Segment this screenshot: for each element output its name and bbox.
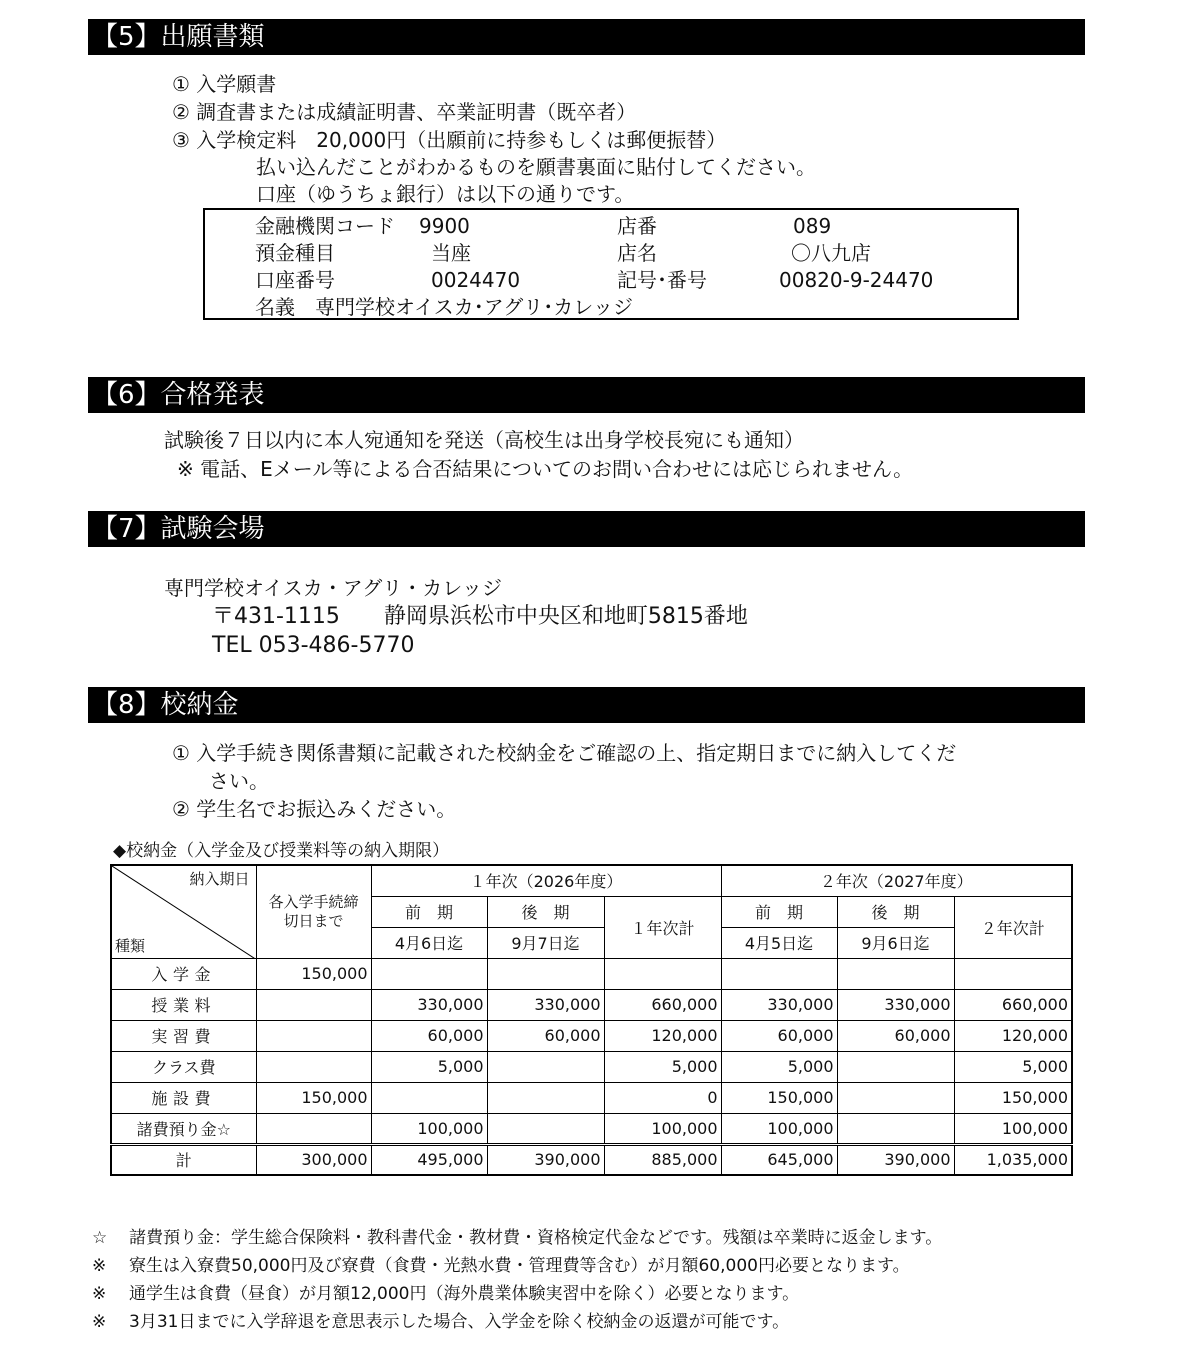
footnote-mark: ☆ xyxy=(92,1228,108,1248)
table-cell xyxy=(837,1082,954,1113)
table-cell: 150,000 xyxy=(954,1082,1072,1113)
year2-header: ２年次（2027年度） xyxy=(721,865,1072,896)
total-cell: 645,000 xyxy=(721,1144,837,1175)
table-cell: 330,000 xyxy=(371,989,487,1020)
bank-account-box xyxy=(203,208,1019,320)
table-cell xyxy=(256,1020,371,1051)
table-cell xyxy=(256,1051,371,1082)
account-note: 口座（ゆうちょ銀行）は以下の通りです。 xyxy=(256,182,635,206)
venue-tel: TEL 053-486-5770 xyxy=(212,633,415,658)
table-cell xyxy=(371,958,487,989)
table-cell xyxy=(256,1113,371,1144)
table-cell: 330,000 xyxy=(487,989,604,1020)
y2-total-header: ２年次計 xyxy=(954,896,1072,958)
list-item: ① 入学願書 xyxy=(172,72,277,96)
list-item-continuation: さい。 xyxy=(209,769,269,793)
y1-second-half-header: 後 期 xyxy=(487,896,604,927)
y1-total-header: １年次計 xyxy=(604,896,721,958)
table-cell: 100,000 xyxy=(604,1113,721,1144)
deposit-type: 当座 xyxy=(431,241,471,265)
list-item: ② 学生名でお振込みください。 xyxy=(172,797,457,821)
table-cell: 100,000 xyxy=(721,1113,837,1144)
account-number-label: 口座番号 xyxy=(255,268,335,292)
section-6-header: 【6】合格発表 xyxy=(88,377,1085,413)
row-label: 諸費預り金☆ xyxy=(111,1113,256,1144)
branch-name: 〇八九店 xyxy=(791,241,871,265)
table-cell: 100,000 xyxy=(371,1113,487,1144)
table-cell xyxy=(837,958,954,989)
entry-deadline-header: 各入学手続締切日まで xyxy=(256,865,371,958)
table-cell: 60,000 xyxy=(371,1020,487,1051)
table-cell: 120,000 xyxy=(604,1020,721,1051)
year1-header: １年次（2026年度） xyxy=(371,865,721,896)
footnote-text: 3月31日までに入学辞退を意思表示した場合、入学金を除く校納金の返還が可能です。 xyxy=(129,1312,790,1332)
total-cell: 885,000 xyxy=(604,1144,721,1175)
footnote-mark: ※ xyxy=(92,1256,107,1276)
table-cell: 330,000 xyxy=(837,989,954,1020)
bank-code-label: 金融機関コード xyxy=(255,214,395,238)
table-cell xyxy=(487,1113,604,1144)
table-cell: 660,000 xyxy=(954,989,1072,1020)
table-cell xyxy=(954,958,1072,989)
branch-name-label: 店名 xyxy=(617,241,657,265)
total-label: 計 xyxy=(111,1144,256,1175)
table-row xyxy=(111,1113,1072,1144)
table-corner-cell xyxy=(111,865,256,958)
deposit-type-label: 預金種目 xyxy=(255,241,335,265)
y2-first-date: 4月5日迄 xyxy=(721,927,837,958)
section-5-header: 【5】出願書類 xyxy=(88,19,1085,55)
footnote-mark: ※ xyxy=(92,1284,107,1304)
venue-address: 〒431-1115 静岡県浜松市中央区和地町5815番地 xyxy=(212,604,748,629)
table-cell xyxy=(721,958,837,989)
corner-label-date: 納入期日 xyxy=(189,870,250,888)
table-row xyxy=(111,958,1072,989)
row-label: 実習費 xyxy=(111,1020,256,1051)
table-cell: 0 xyxy=(604,1082,721,1113)
table-cell: 60,000 xyxy=(721,1020,837,1051)
y1-first-date: 4月6日迄 xyxy=(371,927,487,958)
table-cell: 5,000 xyxy=(721,1051,837,1082)
corner-label-type: 種類 xyxy=(115,936,146,955)
table-caption: ◆校納金（入学金及び授業料等の納入期限） xyxy=(113,841,450,861)
table-cell: 5,000 xyxy=(954,1051,1072,1082)
table-cell: 150,000 xyxy=(721,1082,837,1113)
announcement-note: ※ 電話、Eメール等による合否結果についてのお問い合わせには応じられません。 xyxy=(177,457,914,481)
table-row xyxy=(111,989,1072,1020)
payment-note: 払い込んだことがわかるものを願書裏面に貼付してください。 xyxy=(256,155,816,179)
account-holder: 名義 専門学校オイスカ･アグリ･カレッジ xyxy=(255,295,633,319)
list-item: ① 入学手続き関係書類に記載された校納金をご確認の上、指定期日までに納入してくだ xyxy=(172,741,957,765)
table-cell: 330,000 xyxy=(721,989,837,1020)
table-row xyxy=(111,1020,1072,1051)
total-cell: 390,000 xyxy=(837,1144,954,1175)
branch-no: 089 xyxy=(793,214,832,238)
row-label: 授業料 xyxy=(111,989,256,1020)
fee-table xyxy=(110,864,1073,1176)
table-cell xyxy=(371,1082,487,1113)
table-total-row xyxy=(111,1144,1072,1175)
symbol-number: 00820-9-24470 xyxy=(779,268,934,292)
table-cell xyxy=(487,1082,604,1113)
table-cell: 100,000 xyxy=(954,1113,1072,1144)
y1-second-date: 9月7日迄 xyxy=(487,927,604,958)
y1-first-half-header: 前 期 xyxy=(371,896,487,927)
section-8-header: 【8】校納金 xyxy=(88,687,1085,723)
total-cell: 300,000 xyxy=(256,1144,371,1175)
footnote-text: 寮生は入寮費50,000円及び寮費（食費・光熱水費・管理費等含む）が月額60,000円必要となります。 xyxy=(129,1256,910,1276)
total-cell: 1,035,000 xyxy=(954,1144,1072,1175)
symbol-number-label: 記号･番号 xyxy=(617,268,707,292)
table-cell xyxy=(837,1051,954,1082)
y2-second-half-header: 後 期 xyxy=(837,896,954,927)
table-cell: 60,000 xyxy=(837,1020,954,1051)
table-cell xyxy=(604,958,721,989)
total-cell: 390,000 xyxy=(487,1144,604,1175)
row-label: 施設費 xyxy=(111,1082,256,1113)
table-cell: 150,000 xyxy=(256,1082,371,1113)
section-7-header: 【7】試験会場 xyxy=(88,511,1085,547)
table-row xyxy=(111,1082,1072,1113)
table-cell: 120,000 xyxy=(954,1020,1072,1051)
row-label: クラス費 xyxy=(111,1051,256,1082)
branch-no-label: 店番 xyxy=(617,214,657,238)
table-cell xyxy=(487,1051,604,1082)
table-cell xyxy=(256,989,371,1020)
footnote-mark: ※ xyxy=(92,1312,107,1332)
account-number: 0024470 xyxy=(431,268,521,292)
table-cell xyxy=(837,1113,954,1144)
table-cell: 150,000 xyxy=(256,958,371,989)
list-item: ② 調査書または成績証明書、卒業証明書（既卒者） xyxy=(172,100,637,124)
table-cell: 5,000 xyxy=(604,1051,721,1082)
bank-code: 9900 xyxy=(419,214,470,238)
y2-first-half-header: 前 期 xyxy=(721,896,837,927)
table-cell: 5,000 xyxy=(371,1051,487,1082)
row-label: 入学金 xyxy=(111,958,256,989)
table-cell xyxy=(487,958,604,989)
venue-name: 専門学校オイスカ・アグリ・カレッジ xyxy=(164,576,502,600)
table-row xyxy=(111,1051,1072,1082)
y2-second-date: 9月6日迄 xyxy=(837,927,954,958)
table-cell: 60,000 xyxy=(487,1020,604,1051)
list-item: ③ 入学検定料 20,000円（出願前に持参もしくは郵便振替） xyxy=(172,128,727,152)
table-cell: 660,000 xyxy=(604,989,721,1020)
announcement-text: 試験後７日以内に本人宛通知を発送（高校生は出身学校長宛にも通知） xyxy=(164,428,804,452)
footnote-text: 諸費預り金：学生総合保険料・教科書代金・教材費・資格検定代金などです。残額は卒業時に返金します。 xyxy=(129,1228,943,1248)
total-cell: 495,000 xyxy=(371,1144,487,1175)
footnote-text: 通学生は食費（昼食）が月額12,000円（海外農業体験実習中を除く）必要となります。 xyxy=(129,1284,800,1304)
